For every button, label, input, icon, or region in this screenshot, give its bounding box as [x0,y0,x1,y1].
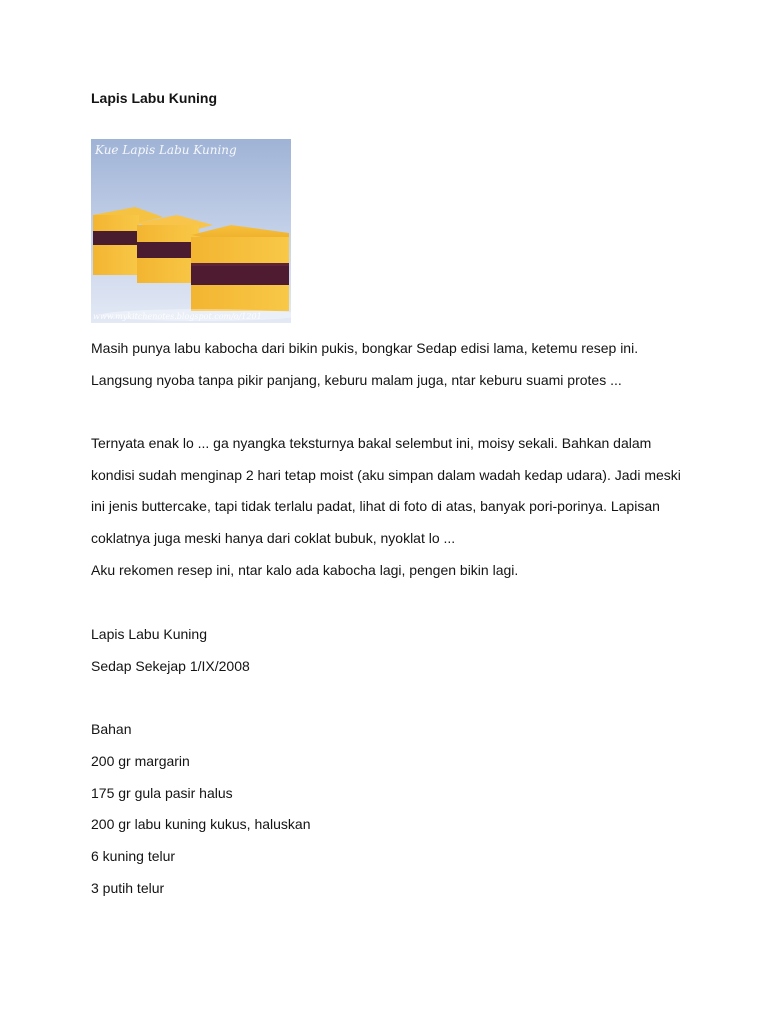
paragraph-line: ini jenis buttercake, tapi tidak terlalu padat, lihat di foto di atas, banyak pori-porinya. Lapisan [91,498,660,514]
recipe-name: Lapis Labu Kuning [91,626,207,642]
cake-photo [91,139,291,323]
paragraph-line: Masih punya labu kabocha dari bikin pukis, bongkar Sedap edisi lama, ketemu resep ini. [91,340,639,356]
ingredient-item: 200 gr labu kuning kukus, haluskan [91,816,311,832]
photo-caption: Kue Lapis Labu Kuning [95,143,237,157]
ingredient-item: 175 gr gula pasir halus [91,785,233,801]
document-title: Lapis Labu Kuning [91,90,217,106]
recipe-source: Sedap Sekejap 1/IX/2008 [91,658,250,674]
ingredient-item: 6 kuning telur [91,848,176,864]
paragraph-line: Aku rekomen resep ini, ntar kalo ada kabocha lagi, pengen bikin lagi. [91,562,519,578]
ingredient-item: 3 putih telur [91,880,165,896]
paragraph-line: Ternyata enak lo ... ga nyangka teksturnya bakal selembut ini, moisy sekali. Bahkan dalam [91,435,652,451]
ingredient-item: 200 gr margarin [91,753,190,769]
photo-watermark: www.mykitchenotes.blogspot.com/o/1201 [93,312,262,321]
paragraph-line: coklatnya juga meski hanya dari coklat bubuk, nyoklat lo ... [91,530,456,546]
ingredients-heading: Bahan [91,721,132,737]
paragraph-line: Langsung nyoba tanpa pikir panjang, keburu malam juga, ntar keburu suami protes ... [91,372,622,388]
paragraph-line: kondisi sudah menginap 2 hari tetap moist (aku simpan dalam wadah kedap udara). Jadi meski [91,467,681,483]
